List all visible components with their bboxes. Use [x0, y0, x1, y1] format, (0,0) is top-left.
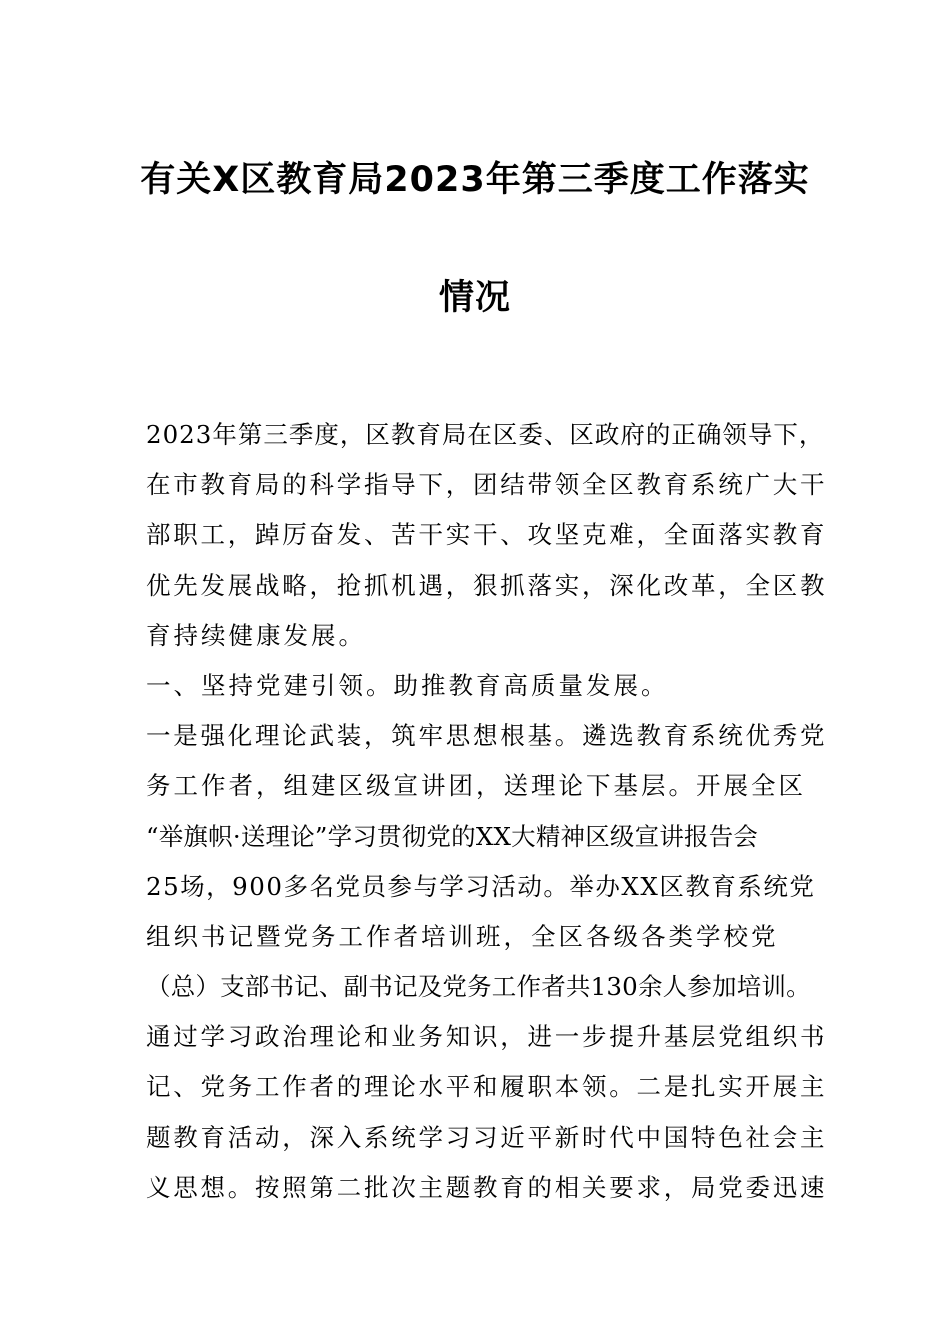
body-line: 在市教育局的科学指导下，团结带领全区教育系统广大干: [146, 470, 828, 500]
section-heading: 一、坚持党建引领。助推教育高质量发展。: [146, 670, 669, 700]
body-line: 义思想。按照第二批次主题教育的相关要求，局党委迅速: [146, 1172, 828, 1202]
body-line: 25场，900多名党员参与学习活动。举办XX区教育系统党: [146, 871, 816, 901]
body-line: 组织书记暨党务工作者培训班，全区各级各类学校党: [146, 921, 779, 951]
body-line: 2023年第三季度，区教育局在区委、区政府的正确领导下，: [146, 420, 825, 449]
body-line: 优先发展战略，抢抓机遇，狠抓落实，深化改革，全区教: [146, 570, 828, 600]
document-body: [146, 410, 828, 1213]
body-line: 记、党务工作者的理论水平和履职本领。二是扎实开展主: [146, 1072, 828, 1102]
body-line: 育持续健康发展。: [146, 620, 366, 650]
body-line: “举旗帜·送理论”学习贯彻党的XX大精神区级宣讲报告会: [146, 821, 759, 851]
body-line: 题教育活动，深入系统学习习近平新时代中国特色社会主: [146, 1122, 828, 1152]
body-line: 务工作者，组建区级宣讲团，送理论下基层。开展全区: [146, 771, 806, 801]
body-line: （总）支部书记、副书记及党务工作者共130余人参加培训。: [146, 972, 811, 1002]
document-title-line-1: 有关X区教育局2023年第三季度工作落实: [140, 160, 810, 200]
body-line: 部职工，踔厉奋发、苦干实干、攻坚克难，全面落实教育: [146, 520, 828, 550]
body-line: 通过学习政治理论和业务知识，进一步提升基层党组织书: [146, 1022, 828, 1052]
document-title-line-2: 情况: [438, 278, 511, 318]
body-line: 一是强化理论武装，筑牢思想根基。遴选教育系统优秀党: [146, 721, 828, 751]
